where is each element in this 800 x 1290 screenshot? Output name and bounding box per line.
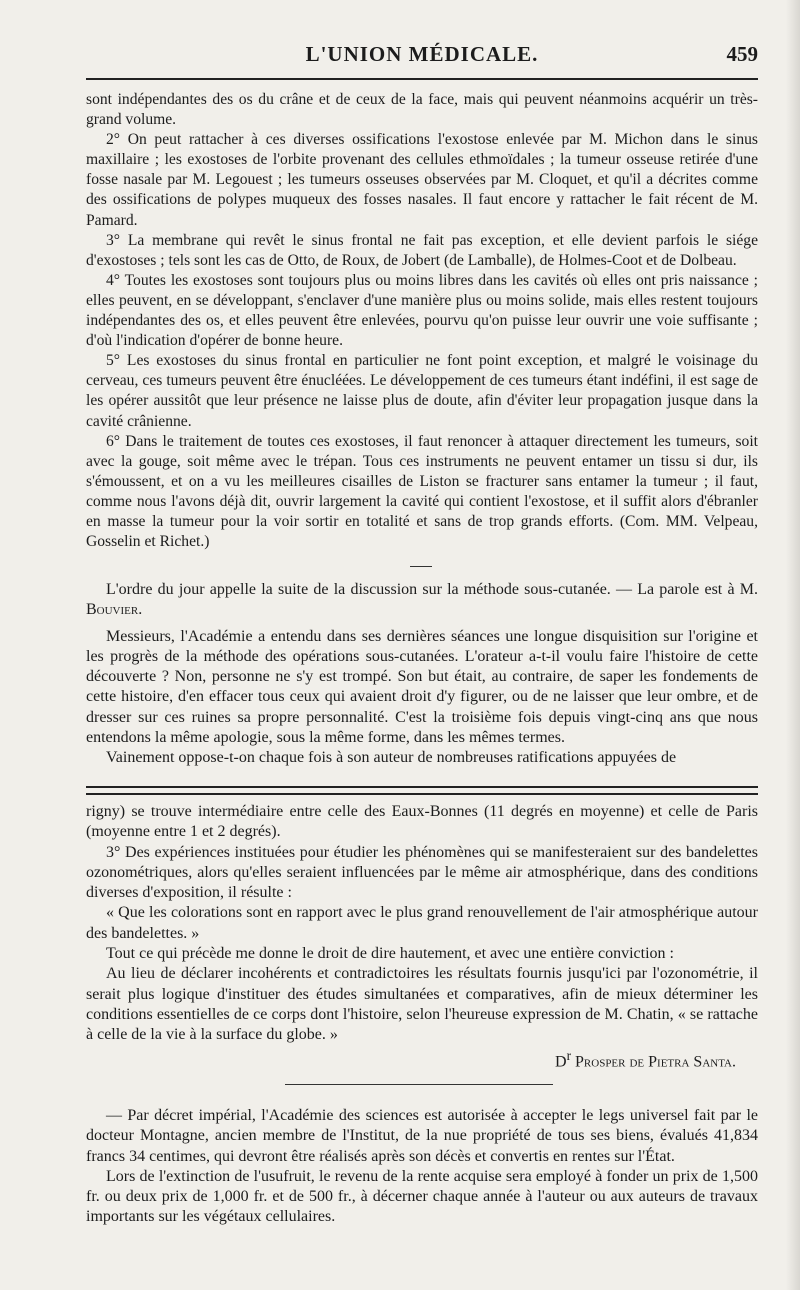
paragraph: Tout ce qui précède me donne le droit de dire hautement, et avec une entière conviction : (106, 945, 674, 963)
paragraph: 2° On peut rattacher à ces diverses ossifications l'exostose enlevée par M. Michon dans le sinus maxillaire ; les exostoses de l'orbite provenant des cellules ethmoïdales ; la tumeur osseuse retirée d'une fosse nasale par M. Legouest ; les tumeurs osseuses observées par M. Cloquet, et qu'il a décrites comme des ossifications de polypes muqueux des fosses nasales. Il faut encore y rattacher le fait récent de M. Pamard. (86, 131, 758, 229)
agenda-text: L'ordre du jour appelle la suite de la discussion sur la méthode sous-cutanée. — La parole est à M. (106, 581, 758, 598)
paragraph: Au lieu de déclarer incohérents et contradictoires les résultats fournis jusqu'ici par l'ozonométrie, il serait plus logique d'instituer des études simultanées et comparatives, afin de mieux déterminer les conditions essentielles de ce corps dont l'histoire, selon l'heureuse expression de M. Chatin, « se rattache à celle de la vie à la surface du globe. » (86, 965, 758, 1044)
running-title: L'UNION MÉDICALE. (305, 42, 539, 66)
paragraph (86, 580, 758, 621)
legacy-section (86, 1106, 758, 1228)
section-separator (285, 1084, 553, 1085)
discussion-section (86, 580, 758, 769)
paragraph: 6° Dans le traitement de toutes ces exostoses, il faut renoncer à attaquer directement les tumeurs, soit avec la gouge, soit même avec le trépan. Tous ces instruments ne peuvent entamer un tissu si dur, ils s'émoussent, et on a vu les meilleures cisailles de Liston se fracturer sans entamer la tumeur ; il faut, comme nous l'avons déjà dit, ouvrir largement la cavité qui contient l'exostose, et il suffit alors d'ébranler en masse la tumeur pour la voir sortir en totalité et sans de trop grands efforts. (Com. MM. Velpeau, Gosselin et Richet.) (86, 432, 758, 551)
page-header (86, 40, 758, 74)
quotation: « Que les colorations sont en rapport avec le plus grand renouvellement de l'air atmosphérique autour des bandelettes. » (86, 904, 758, 942)
paragraph: rigny) se trouve intermédiaire entre celle des Eaux-Bonnes (11 degrés en moyenne) et celle de Paris (moyenne entre 1 et 2 degrés). (86, 803, 758, 841)
paragraph: Vainement oppose-t-on chaque fois à son auteur de nombreuses ratifications appuyées de (106, 749, 677, 767)
paragraph: Messieurs, l'Académie a entendu dans ses dernières séances une longue disquisition sur l'origine et les progrès de la méthode des opérations sous-cutanées. L'orateur a-t-il voulu faire l'histoire de cette découverte ? Non, personne ne s'y est trompé. Son but était, au contraire, de saper les fondements de cette histoire, d'en effacer tous ceux qui avaient droit d'y figurer, ou de ne laisser que leur ombre, et de dresser sur ces ruines sa propre personnalité. C'est la troisième fois depuis vingt-cinq ans que nous entendons la même apologie, sous la même forme, dans les mêmes termes. (86, 627, 758, 747)
header-rule (86, 78, 758, 80)
section-separator (410, 566, 432, 567)
signature: $D^r$ Prosper de Pietra Santa. (555, 1047, 736, 1070)
ozonometry-section (86, 802, 758, 1072)
paragraph: 3° Des expériences instituées pour étudier les phénomènes qui se manifesteraient sur des bandelettes ozonométriques, alors qu'elles seraient influencées par le même air atmosphérique, dans des conditions diverses d'exposition, il résulte : (86, 843, 758, 902)
page-number: 459 (726, 42, 758, 66)
feuilleton-divider (86, 786, 758, 795)
page-edge-shadow (786, 0, 800, 1290)
paragraph: sont indépendantes des os du crâne et de ceux de la face, mais qui peuvent néanmoins acquérir un très-grand volume. (86, 91, 758, 129)
paragraph: Lors de l'extinction de l'usufruit, le revenu de la rente acquise sera employé à fonder un prix de 1,500 fr. ou deux prix de 1,000 fr. et de 500 fr., à décerner chaque année à l'auteur ou aux auteurs de travaux importants sur les végétaux cellulaires. (86, 1167, 758, 1226)
paragraph: 5° Les exostoses du sinus frontal en particulier ne font point exception, et malgré le voisinage du cerveau, ces tumeurs peuvent être énucléées. Le développement de ces tumeurs étant indéfini, il est sage de les opérer aussitôt que leur présence ne laisse plus de doute, afin d'éviter leur propagation jusque dans la cavité crânienne. (86, 352, 758, 430)
exostosis-conclusions (86, 90, 758, 552)
paragraph: — Par décret impérial, l'Académie des sciences est autorisée à accepter le legs universel fait par le docteur Montagne, ancien membre de l'Institut, de la nue propriété de tous ses biens, évalués 41,834 francs 34 centimes, qui devront être réalisés après son décès et convertis en rentes sur l'État. (86, 1107, 758, 1165)
paragraph: 4° Toutes les exostoses sont toujours plus ou moins libres dans les cavités où elles ont pris naissance ; elles peuvent, en se développant, s'enclaver d'une manière plus ou moins solide, mais elles restent toujours indépendantes des os, et elles peuvent être enlevées, pourvu qu'on puisse leur ouvrir une voie suffisante ; d'où l'indication d'opérer de bonne heure. (86, 271, 758, 350)
speaker-name: Bouvier. (86, 601, 143, 619)
paragraph: 3° La membrane qui revêt le sinus frontal ne fait pas exception, et elle devient parfois le siége d'exostoses ; tels sont les cas de Otto, de Roux, de Jobert (de Lamballe), de Holmes-Coot et de Dolbeau. (86, 231, 758, 269)
